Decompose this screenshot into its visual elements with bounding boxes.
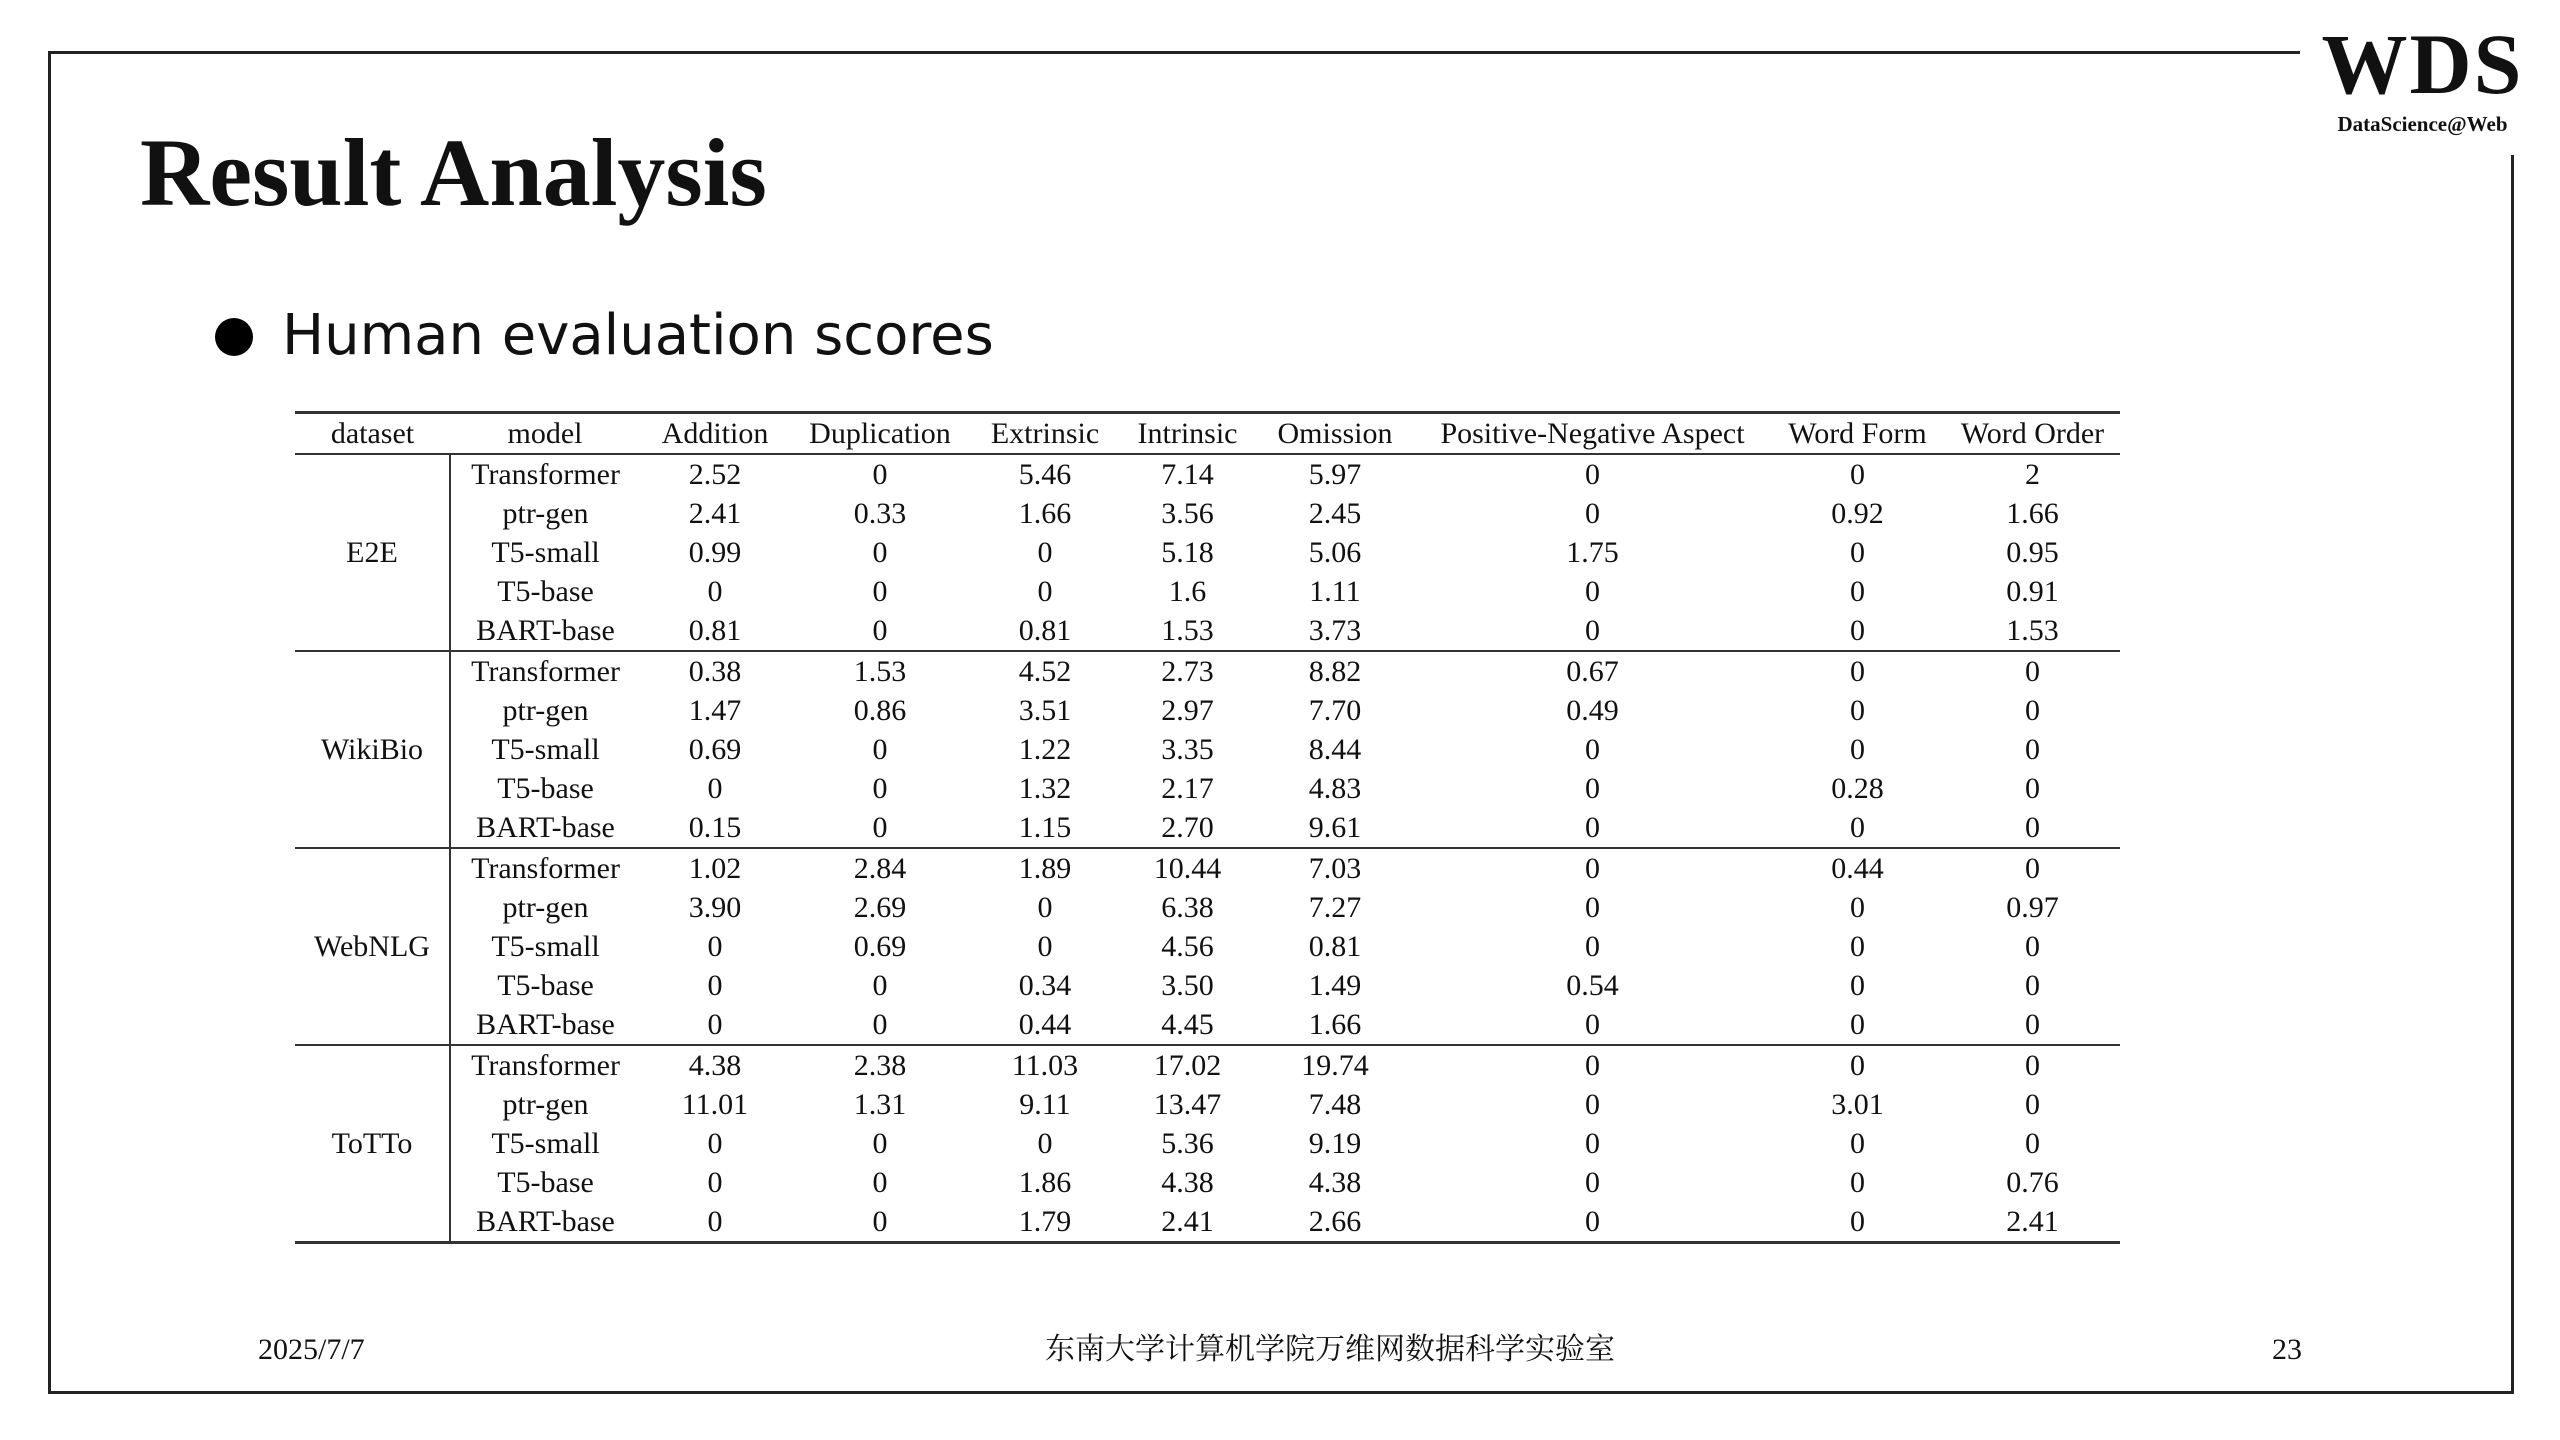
- score-cell: 0: [1585, 1048, 1600, 1082]
- score-cell: 0: [872, 1126, 888, 1160]
- score-cell: 0.33: [853, 496, 907, 530]
- table-row: [295, 1202, 2120, 1243]
- dataset-group: [295, 848, 2120, 1045]
- score-cell: 0: [1585, 1204, 1600, 1238]
- column-header: Word Form: [1788, 416, 1927, 450]
- score-cell: 7.03: [1308, 851, 1362, 885]
- score-cell: 0.44: [1831, 851, 1884, 885]
- score-cell: 0: [2025, 851, 2040, 885]
- score-cell: 0.81: [1018, 613, 1072, 647]
- score-cell: 4.45: [1161, 1007, 1214, 1041]
- score-cell: 2.69: [853, 890, 907, 924]
- score-cell: 0: [2025, 968, 2040, 1002]
- score-cell: 0: [2025, 810, 2040, 844]
- score-cell: 2.66: [1308, 1204, 1362, 1238]
- score-cell: 0.69: [688, 732, 742, 766]
- score-cell: 0: [2025, 929, 2040, 963]
- score-cell: 13.47: [1153, 1087, 1222, 1121]
- score-cell: 0.99: [688, 535, 742, 569]
- score-cell: 0: [2025, 1007, 2040, 1041]
- dataset-cell: WebNLG: [295, 848, 450, 1045]
- score-cell: 0: [1585, 1007, 1600, 1041]
- logo-wds: WDS: [2321, 16, 2524, 112]
- score-cell: 0: [1850, 929, 1865, 963]
- score-cell: 0: [872, 535, 888, 569]
- column-header: dataset: [330, 416, 415, 450]
- column-header: Duplication: [809, 416, 951, 450]
- model-cell: T5-small: [491, 732, 600, 766]
- slide-title: Result Analysis: [140, 119, 767, 226]
- score-cell: 11.01: [681, 1087, 749, 1121]
- table-row: [295, 1124, 2120, 1163]
- score-cell: 9.61: [1308, 810, 1362, 844]
- score-cell: 0.81: [1308, 929, 1362, 963]
- score-cell: 4.83: [1308, 771, 1362, 805]
- human-evaluation-table: [295, 411, 2120, 1244]
- score-cell: 0: [1850, 810, 1865, 844]
- score-cell: 4.38: [1308, 1165, 1362, 1199]
- score-cell: 7.14: [1161, 457, 1214, 491]
- score-cell: 0: [1850, 890, 1865, 924]
- score-cell: 0: [1850, 535, 1865, 569]
- score-cell: 0: [1585, 890, 1600, 924]
- table-header-row: [295, 413, 2120, 455]
- score-cell: 1.53: [1161, 613, 1214, 647]
- score-cell: 0: [1850, 654, 1865, 688]
- score-cell: 2.97: [1161, 693, 1214, 727]
- score-cell: 0: [1585, 929, 1600, 963]
- score-cell: 0: [2025, 732, 2040, 766]
- table-row: [295, 1045, 2120, 1085]
- score-cell: 0: [2025, 1048, 2040, 1082]
- score-cell: 7.27: [1308, 890, 1362, 924]
- score-cell: 0.76: [2006, 1165, 2059, 1199]
- table-row: [295, 691, 2120, 730]
- score-cell: 0: [1585, 1126, 1600, 1160]
- table-row: [295, 888, 2120, 927]
- score-cell: 1.02: [688, 851, 742, 885]
- score-cell: 0.28: [1831, 771, 1884, 805]
- bullet-text: Human evaluation scores: [282, 303, 994, 368]
- score-cell: 0: [707, 1007, 723, 1041]
- score-cell: 0: [872, 968, 888, 1002]
- score-cell: 0: [872, 613, 888, 647]
- score-cell: 3.73: [1308, 613, 1362, 647]
- score-cell: 5.06: [1308, 535, 1362, 569]
- score-cell: 0.54: [1566, 968, 1619, 1002]
- score-cell: 2.41: [1161, 1204, 1214, 1238]
- model-cell: T5-small: [491, 1126, 600, 1160]
- score-cell: 0: [1585, 496, 1600, 530]
- score-cell: 8.44: [1308, 732, 1362, 766]
- score-cell: 0: [872, 1204, 888, 1238]
- model-cell: Transformer: [471, 654, 620, 688]
- score-cell: 0: [1850, 968, 1865, 1002]
- dataset-group: [295, 1045, 2120, 1243]
- score-cell: 5.36: [1161, 1126, 1214, 1160]
- score-cell: 0.34: [1018, 968, 1072, 1002]
- score-cell: 1.22: [1018, 732, 1072, 766]
- bullet-dot-icon: [215, 318, 253, 356]
- model-cell: T5-base: [497, 968, 594, 1002]
- score-cell: 0: [2025, 654, 2040, 688]
- score-cell: 2.38: [853, 1048, 907, 1082]
- score-cell: 2.41: [688, 496, 742, 530]
- score-cell: 2.45: [1308, 496, 1362, 530]
- table-row: [295, 927, 2120, 966]
- model-cell: T5-small: [491, 535, 600, 569]
- column-header: Intrinsic: [1137, 416, 1238, 450]
- table-row: [295, 454, 2120, 494]
- logo-subtitle: DataScience@Web: [2337, 112, 2508, 136]
- score-cell: 0.44: [1018, 1007, 1072, 1041]
- model-cell: T5-base: [497, 1165, 594, 1199]
- score-cell: 4.52: [1018, 654, 1072, 688]
- score-cell: 0: [1585, 457, 1600, 491]
- score-cell: 0: [1037, 890, 1053, 924]
- score-cell: 3.50: [1161, 968, 1214, 1002]
- score-cell: 0.81: [688, 613, 742, 647]
- score-cell: 1.66: [1308, 1007, 1362, 1041]
- score-cell: 2: [2025, 457, 2040, 491]
- table-row: [295, 611, 2120, 651]
- score-cell: 2.84: [853, 851, 907, 885]
- score-cell: 0: [1037, 929, 1053, 963]
- score-cell: 0: [1850, 1126, 1865, 1160]
- score-cell: 2.73: [1161, 654, 1214, 688]
- score-cell: 8.82: [1308, 654, 1362, 688]
- score-cell: 0.69: [853, 929, 907, 963]
- score-cell: 0.67: [1566, 654, 1619, 688]
- column-header: Omission: [1277, 416, 1393, 450]
- score-cell: 0: [1850, 1204, 1865, 1238]
- score-cell: 1.47: [688, 693, 742, 727]
- score-cell: 0.91: [2006, 574, 2059, 608]
- model-cell: T5-small: [491, 929, 600, 963]
- score-cell: 0: [707, 1204, 723, 1238]
- score-cell: 4.38: [688, 1048, 742, 1082]
- dataset-group: [295, 454, 2120, 651]
- model-cell: ptr-gen: [502, 496, 589, 530]
- score-cell: 0: [2025, 771, 2040, 805]
- table-row: [295, 651, 2120, 691]
- page-number: 23: [2272, 1333, 2302, 1366]
- column-header: Word Order: [1960, 416, 2105, 450]
- score-cell: 0: [707, 1126, 723, 1160]
- column-header: Addition: [661, 416, 769, 450]
- model-cell: Transformer: [471, 851, 620, 885]
- score-cell: 0: [707, 574, 723, 608]
- table-row: [295, 730, 2120, 769]
- score-cell: 1.32: [1018, 771, 1072, 805]
- score-cell: 1.53: [853, 654, 907, 688]
- table-row: [295, 1085, 2120, 1124]
- table-row: [295, 966, 2120, 1005]
- score-cell: 0: [1850, 1165, 1865, 1199]
- score-cell: 1.66: [2006, 496, 2059, 530]
- score-cell: 4.38: [1161, 1165, 1214, 1199]
- table-row: [295, 494, 2120, 533]
- score-cell: 5.46: [1018, 457, 1072, 491]
- score-cell: 0.49: [1566, 693, 1619, 727]
- score-cell: 3.35: [1161, 732, 1214, 766]
- score-cell: 1.31: [853, 1087, 907, 1121]
- dataset-cell: ToTTo: [295, 1045, 450, 1243]
- model-cell: Transformer: [471, 457, 620, 491]
- table-row: [295, 1163, 2120, 1202]
- model-cell: BART-base: [476, 810, 615, 844]
- score-cell: 7.48: [1308, 1087, 1362, 1121]
- model-cell: BART-base: [476, 1204, 615, 1238]
- score-cell: 0: [872, 1165, 888, 1199]
- score-cell: 2.52: [688, 457, 742, 491]
- score-cell: 1.86: [1018, 1165, 1072, 1199]
- score-cell: 0: [872, 574, 888, 608]
- model-cell: ptr-gen: [502, 1087, 589, 1121]
- score-cell: 2.70: [1161, 810, 1214, 844]
- footer-institution: 东南大学计算机学院万维网数据科学实验室: [1045, 1333, 1615, 1366]
- dataset-cell: WikiBio: [295, 651, 450, 848]
- dataset-group: [295, 651, 2120, 848]
- score-cell: 0.86: [853, 693, 907, 727]
- score-cell: 0: [1850, 732, 1865, 766]
- score-cell: 0: [707, 929, 723, 963]
- score-cell: 3.01: [1831, 1087, 1884, 1121]
- score-cell: 0: [1585, 732, 1600, 766]
- score-cell: 19.74: [1301, 1048, 1369, 1082]
- score-cell: 1.11: [1309, 574, 1361, 608]
- column-header: model: [507, 416, 583, 450]
- table-row: [295, 1005, 2120, 1045]
- score-cell: 0: [1850, 574, 1865, 608]
- score-cell: 0: [1037, 1126, 1053, 1160]
- score-cell: 4.56: [1161, 929, 1214, 963]
- score-cell: 9.11: [1019, 1087, 1071, 1121]
- score-cell: 1.49: [1308, 968, 1362, 1002]
- score-cell: 1.15: [1018, 810, 1072, 844]
- score-cell: 0: [872, 732, 888, 766]
- score-cell: 6.38: [1161, 890, 1214, 924]
- table-row: [295, 769, 2120, 808]
- score-cell: 0.97: [2006, 890, 2059, 924]
- score-cell: 0: [2025, 1126, 2040, 1160]
- score-cell: 1.89: [1018, 851, 1072, 885]
- score-cell: 0: [1585, 771, 1600, 805]
- score-cell: 0: [2025, 1087, 2040, 1121]
- score-cell: 0: [707, 968, 723, 1002]
- score-cell: 17.02: [1153, 1048, 1222, 1082]
- score-cell: 3.51: [1018, 693, 1072, 727]
- score-cell: 2.17: [1161, 771, 1214, 805]
- score-cell: 0: [707, 771, 723, 805]
- score-cell: 3.56: [1161, 496, 1214, 530]
- score-cell: 0: [1585, 810, 1600, 844]
- score-cell: 9.19: [1308, 1126, 1362, 1160]
- score-cell: 0.15: [688, 810, 742, 844]
- column-header: Extrinsic: [990, 416, 1100, 450]
- score-cell: 0: [1585, 1087, 1600, 1121]
- model-cell: Transformer: [471, 1048, 620, 1082]
- table-row: [295, 572, 2120, 611]
- footer-date: 2025/7/7: [258, 1333, 365, 1366]
- model-cell: T5-base: [497, 771, 594, 805]
- score-cell: 3.90: [688, 890, 742, 924]
- score-cell: 1.75: [1566, 535, 1619, 569]
- score-cell: 0: [1585, 851, 1600, 885]
- score-cell: 0: [1850, 693, 1865, 727]
- score-cell: 10.44: [1153, 851, 1222, 885]
- model-cell: BART-base: [476, 613, 615, 647]
- score-cell: 0: [1037, 535, 1053, 569]
- model-cell: ptr-gen: [502, 890, 589, 924]
- score-cell: 5.97: [1308, 457, 1362, 491]
- score-cell: 0: [1850, 613, 1865, 647]
- score-cell: 0: [872, 771, 888, 805]
- score-cell: 0: [1585, 613, 1600, 647]
- model-cell: ptr-gen: [502, 693, 589, 727]
- table-row: [295, 808, 2120, 848]
- score-cell: 7.70: [1308, 693, 1362, 727]
- dataset-cell: E2E: [295, 454, 450, 651]
- score-cell: 2.41: [2006, 1204, 2059, 1238]
- table-row: [295, 848, 2120, 888]
- score-cell: 0: [1585, 574, 1600, 608]
- score-cell: 11.03: [1011, 1048, 1079, 1082]
- table-row: [295, 533, 2120, 572]
- score-cell: 0.38: [688, 654, 742, 688]
- score-cell: 0: [707, 1165, 723, 1199]
- score-cell: 0: [2025, 693, 2040, 727]
- score-cell: 0: [872, 810, 888, 844]
- column-header: Positive-Negative Aspect: [1440, 416, 1745, 450]
- score-cell: 0: [1850, 1048, 1865, 1082]
- score-cell: 0: [872, 1007, 888, 1041]
- score-cell: 1.53: [2006, 613, 2059, 647]
- score-cell: 1.6: [1168, 574, 1207, 608]
- score-cell: 0: [1585, 1165, 1600, 1199]
- score-cell: 0: [872, 457, 888, 491]
- score-cell: 0.92: [1831, 496, 1884, 530]
- score-cell: 0: [1850, 457, 1865, 491]
- score-cell: 5.18: [1161, 535, 1214, 569]
- score-cell: 0: [1850, 1007, 1865, 1041]
- model-cell: BART-base: [476, 1007, 615, 1041]
- score-cell: 0: [1037, 574, 1053, 608]
- score-cell: 1.79: [1018, 1204, 1072, 1238]
- score-cell: 0.95: [2006, 535, 2059, 569]
- score-cell: 1.66: [1018, 496, 1072, 530]
- model-cell: T5-base: [497, 574, 594, 608]
